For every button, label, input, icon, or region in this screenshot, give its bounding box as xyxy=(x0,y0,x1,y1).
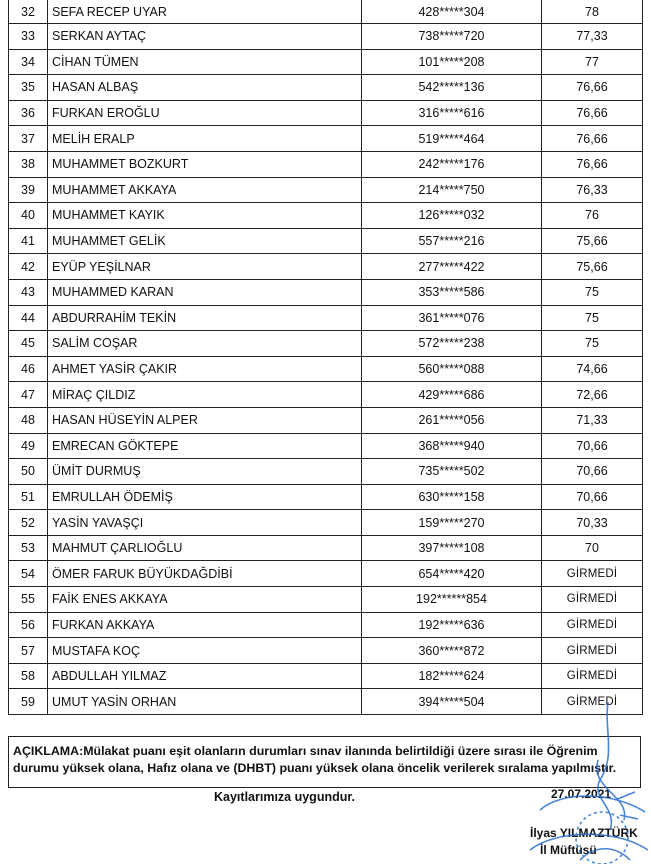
row-number: 50 xyxy=(9,459,48,484)
signer-name: İlyas YILMAZTÜRK xyxy=(530,826,638,840)
table-row xyxy=(9,459,642,485)
score: 75,66 xyxy=(576,234,608,249)
row-number: 53 xyxy=(9,536,48,561)
candidate-name: SERKAN AYTAÇ xyxy=(48,24,362,49)
score: 77 xyxy=(585,54,599,69)
row-number: 45 xyxy=(9,331,48,356)
row-number: 43 xyxy=(9,280,48,305)
score: 76 xyxy=(585,208,599,223)
score: GİRMEDİ xyxy=(566,567,618,580)
score: GİRMEDİ xyxy=(566,670,618,683)
score: 71,33 xyxy=(576,413,608,428)
candidate-name: MUHAMMET AKKAYA xyxy=(48,178,362,203)
candidate-name: CİHAN TÜMEN xyxy=(48,50,362,75)
masked-id-number: 261*****056 xyxy=(362,408,542,433)
table-row xyxy=(9,561,642,587)
table-row xyxy=(9,24,642,50)
candidate-name: HASAN ALBAŞ xyxy=(48,75,362,100)
candidate-name: EMRULLAH ÖDEMİŞ xyxy=(48,485,362,510)
score: 76,66 xyxy=(576,157,608,172)
masked-id-number: 214*****750 xyxy=(362,178,542,203)
candidate-name: MİRAÇ ÇILDIZ xyxy=(48,382,362,407)
table-row xyxy=(9,254,642,280)
score: 78 xyxy=(585,4,599,19)
table-row xyxy=(9,50,642,76)
score: GİRMEDİ xyxy=(566,695,618,708)
masked-id-number: 519*****464 xyxy=(362,126,542,151)
row-number: 48 xyxy=(9,408,48,433)
score: 75 xyxy=(585,336,599,351)
row-number: 49 xyxy=(9,434,48,459)
masked-id-number: 277*****422 xyxy=(362,254,542,279)
candidate-name: MELİH ERALP xyxy=(48,126,362,151)
document-date: 27.07.2021 xyxy=(551,787,612,801)
table-row xyxy=(9,178,642,204)
score: 70,33 xyxy=(576,515,608,530)
score: GİRMEDİ xyxy=(566,618,618,631)
row-number: 44 xyxy=(9,306,48,331)
masked-id-number: 428*****304 xyxy=(362,0,542,23)
candidate-name: MUHAMMET BOZKURT xyxy=(48,152,362,177)
row-number: 37 xyxy=(9,126,48,151)
candidate-name: EMRECAN GÖKTEPE xyxy=(48,434,362,459)
table-row xyxy=(9,331,642,357)
row-number: 46 xyxy=(9,357,48,382)
masked-id-number: 630*****158 xyxy=(362,485,542,510)
masked-id-number: 360*****872 xyxy=(362,638,542,663)
row-number: 42 xyxy=(9,254,48,279)
results-table xyxy=(8,0,643,715)
row-number: 39 xyxy=(9,178,48,203)
row-number: 52 xyxy=(9,510,48,535)
table-row xyxy=(9,0,642,24)
masked-id-number: 542*****136 xyxy=(362,75,542,100)
table-row xyxy=(9,638,642,664)
masked-id-number: 738*****720 xyxy=(362,24,542,49)
candidate-name: UMUT YASİN ORHAN xyxy=(48,689,362,714)
masked-id-number: 397*****108 xyxy=(362,536,542,561)
table-row xyxy=(9,587,642,613)
candidate-name: FURKAN EROĞLU xyxy=(48,101,362,126)
row-number: 54 xyxy=(9,561,48,586)
masked-id-number: 429*****686 xyxy=(362,382,542,407)
table-row xyxy=(9,357,642,383)
masked-id-number: 394*****504 xyxy=(362,689,542,714)
score: 75,66 xyxy=(576,259,608,274)
table-row xyxy=(9,434,642,460)
signature-stamp-icon xyxy=(520,700,651,864)
masked-id-number: 182*****624 xyxy=(362,664,542,689)
row-number: 59 xyxy=(9,689,48,714)
score: 70,66 xyxy=(576,464,608,479)
score: 77,33 xyxy=(576,29,608,44)
score: 75 xyxy=(585,310,599,325)
masked-id-number: 316*****616 xyxy=(362,101,542,126)
candidate-name: ABDURRAHİM TEKİN xyxy=(48,306,362,331)
candidate-name: SALİM COŞAR xyxy=(48,331,362,356)
table-row xyxy=(9,280,642,306)
masked-id-number: 159*****270 xyxy=(362,510,542,535)
row-number: 36 xyxy=(9,101,48,126)
row-number: 41 xyxy=(9,229,48,254)
score: 70 xyxy=(585,541,599,556)
row-number: 33 xyxy=(9,24,48,49)
candidate-name: MUHAMMED KARAN xyxy=(48,280,362,305)
score: 75 xyxy=(585,285,599,300)
row-number: 47 xyxy=(9,382,48,407)
table-row xyxy=(9,101,642,127)
signer-title: İl Müftüsü xyxy=(540,843,597,857)
masked-id-number: 353*****586 xyxy=(362,280,542,305)
score: 70,66 xyxy=(576,489,608,504)
masked-id-number: 361*****076 xyxy=(362,306,542,331)
candidate-name: MUHAMMET GELİK xyxy=(48,229,362,254)
masked-id-number: 735*****502 xyxy=(362,459,542,484)
masked-id-number: 126*****032 xyxy=(362,203,542,228)
row-number: 34 xyxy=(9,50,48,75)
masked-id-number: 101*****208 xyxy=(362,50,542,75)
confirmation-text: Kayıtlarımıza uygundur. xyxy=(214,790,356,804)
row-number: 32 xyxy=(9,0,48,23)
candidate-name: FAİK ENES AKKAYA xyxy=(48,587,362,612)
candidate-name: HASAN HÜSEYİN ALPER xyxy=(48,408,362,433)
candidate-name: SEFA RECEP UYAR xyxy=(48,0,362,23)
table-row xyxy=(9,382,642,408)
row-number: 57 xyxy=(9,638,48,663)
score: 74,66 xyxy=(576,362,608,377)
candidate-name: ABDULLAH YILMAZ xyxy=(48,664,362,689)
row-number: 55 xyxy=(9,587,48,612)
candidate-name: YASİN YAVAŞÇI xyxy=(48,510,362,535)
table-row xyxy=(9,75,642,101)
masked-id-number: 242*****176 xyxy=(362,152,542,177)
masked-id-number: 192*****636 xyxy=(362,613,542,638)
score: GİRMEDİ xyxy=(566,593,618,606)
candidate-name: MUSTAFA KOÇ xyxy=(48,638,362,663)
candidate-name: EYÜP YEŞİLNAR xyxy=(48,254,362,279)
table-row xyxy=(9,306,642,332)
candidate-name: FURKAN AKKAYA xyxy=(48,613,362,638)
masked-id-number: 368*****940 xyxy=(362,434,542,459)
candidate-name: AHMET YASİR ÇAKIR xyxy=(48,357,362,382)
score: 76,66 xyxy=(576,106,608,121)
row-number: 56 xyxy=(9,613,48,638)
masked-id-number: 192******854 xyxy=(362,587,542,612)
explanation-note: AÇIKLAMA:Mülakat puanı eşit olanların durumları sınav ilanında belirtildiği üzere sırası ile Öğrenim durumu yüksek olana, Hafız olana ve (DHBT) puanı yüksek olana öncelik verilerek sıralama yapılmıştır. xyxy=(8,736,641,788)
candidate-name: MUHAMMET KAYIK xyxy=(48,203,362,228)
score: 72,66 xyxy=(576,387,608,402)
row-number: 51 xyxy=(9,485,48,510)
table-row xyxy=(9,229,642,255)
candidate-name: MAHMUT ÇARLIOĞLU xyxy=(48,536,362,561)
table-row xyxy=(9,536,642,562)
masked-id-number: 572*****238 xyxy=(362,331,542,356)
masked-id-number: 557*****216 xyxy=(362,229,542,254)
candidate-name: ÖMER FARUK BÜYÜKDAĞDİBİ xyxy=(48,561,362,586)
table-row xyxy=(9,510,642,536)
row-number: 40 xyxy=(9,203,48,228)
score: 70,66 xyxy=(576,438,608,453)
masked-id-number: 560*****088 xyxy=(362,357,542,382)
row-number: 58 xyxy=(9,664,48,689)
masked-id-number: 654*****420 xyxy=(362,561,542,586)
table-row xyxy=(9,613,642,639)
table-row xyxy=(9,408,642,434)
table-row xyxy=(9,485,642,511)
table-row xyxy=(9,203,642,229)
candidate-name: ÜMİT DURMUŞ xyxy=(48,459,362,484)
table-row xyxy=(9,126,642,152)
row-number: 35 xyxy=(9,75,48,100)
score: 76,33 xyxy=(576,182,608,197)
score: GİRMEDİ xyxy=(566,644,618,657)
row-number: 38 xyxy=(9,152,48,177)
table-row xyxy=(9,664,642,690)
table-row xyxy=(9,152,642,178)
score: 76,66 xyxy=(576,131,608,146)
score: 76,66 xyxy=(576,80,608,95)
